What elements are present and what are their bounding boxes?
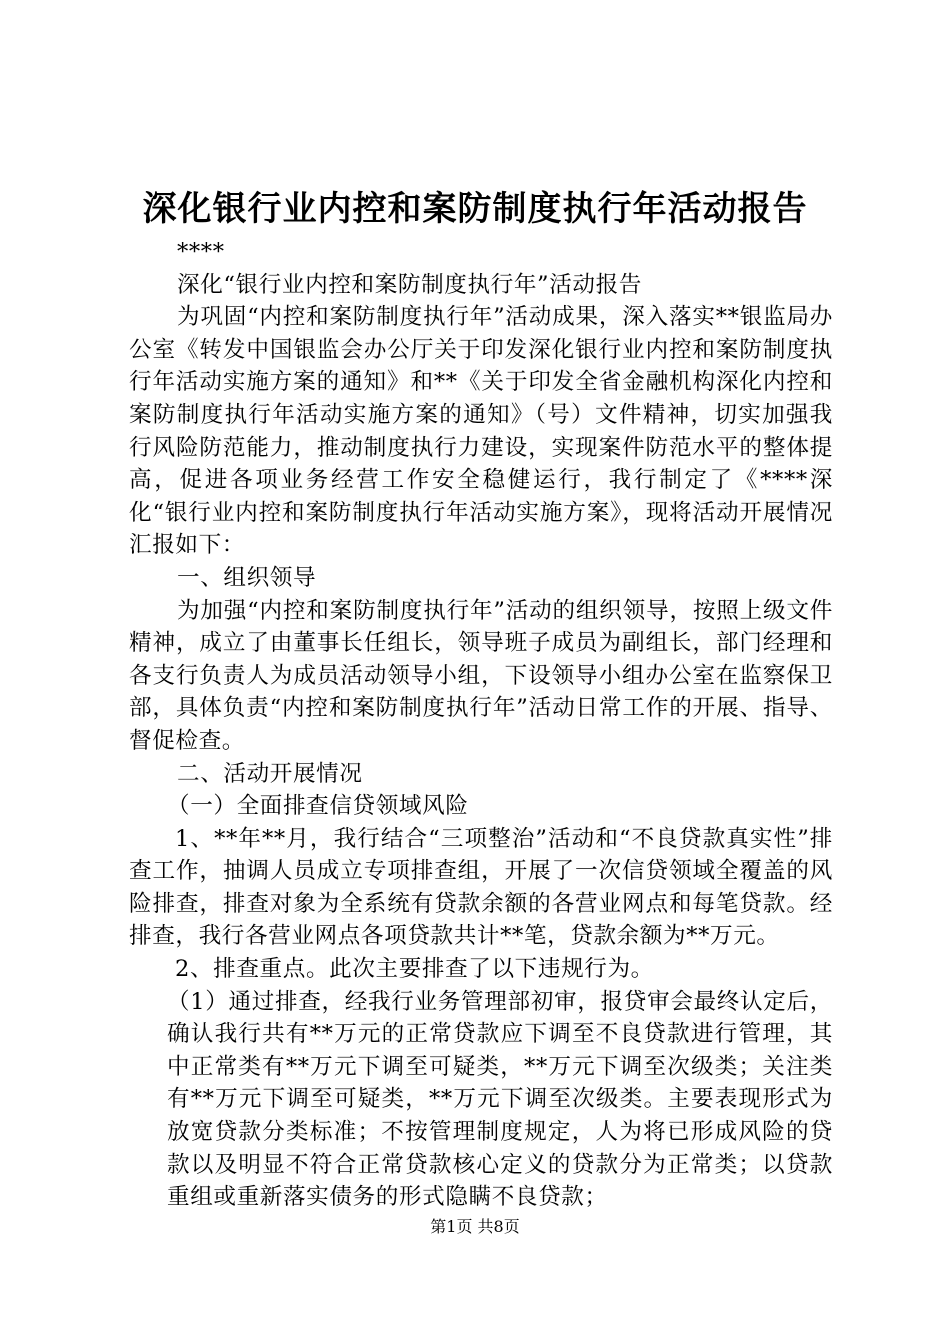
section-2-heading: 二、活动开展情况 <box>177 760 363 787</box>
item-1-paragraph: 1、**年**月，我行结合“三项整治”活动和“不良贷款真实性”排查工作，抽调人员成立专项排查组，开展了一次信贷领域全覆盖的风险排查，排查对象为全系统有贷款余额的各营业网点和每笔贷款。经排查，我行各营业网点各项贷款共计**笔，贷款余额为**万元。 <box>129 825 833 950</box>
author-line: **** <box>177 239 225 265</box>
document-subtitle: 深化“银行业内控和案防制度执行年”活动报告 <box>177 271 642 298</box>
item-2-1-paragraph: （1）通过排查，经我行业务管理部初审，报贷审会最终认定后，确认我行共有**万元的正常贷款应下调至不良贷款进行管理，其中正常类有**万元下调至可疑类，**万元下调至次级类；关注类有**万元下调至可疑类，**万元下调至次级类。主要表现形式为放宽贷款分类标准；不按管理制度规定，人为将已形成风险的贷款以及明显不符合正常贷款核心定义的贷款分为正常类；以贷款重组或重新落实债务的形式隐瞒不良贷款； <box>167 988 833 1211</box>
page-footer: 第1页 共8页 <box>430 1217 520 1236</box>
subsection-1-heading: （一）全面排查信贷领域风险 <box>167 793 469 820</box>
document-title: 深化银行业内控和案防制度执行年活动报告 <box>142 189 808 229</box>
item-2-paragraph: 2、排查重点。此次主要排查了以下违规行为。 <box>175 956 654 983</box>
document-body <box>129 236 833 1214</box>
section-1-paragraph: 为加强“内控和案防制度执行年”活动的组织领导，按照上级文件精神，成立了由董事长任组长，领导班子成员为副组长，部门经理和各支行负责人为成员活动领导小组，下设领导小组办公室在监察保卫部，具体负责“内控和案防制度执行年”活动日常工作的开展、指导、督促检查。 <box>129 597 833 754</box>
section-1-heading: 一、组织领导 <box>177 564 317 591</box>
intro-paragraph: 为巩固“内控和案防制度执行年”活动成果，深入落实**银监局办公室《转发中国银监会办公厅关于印发深化银行业内控和案防制度执行年活动实施方案的通知》和**《关于印发全省金融机构深化内控和案防制度执行年活动实施方案的通知》（号）文件精神，切实加强我行风险防范能力，推动制度执行力建设，实现案件防范水平的整体提高，促进各项业务经营工作安全稳健运行，我行制定了《****深化“银行业内控和案防制度执行年活动实施方案》，现将活动开展情况汇报如下： <box>129 304 833 559</box>
